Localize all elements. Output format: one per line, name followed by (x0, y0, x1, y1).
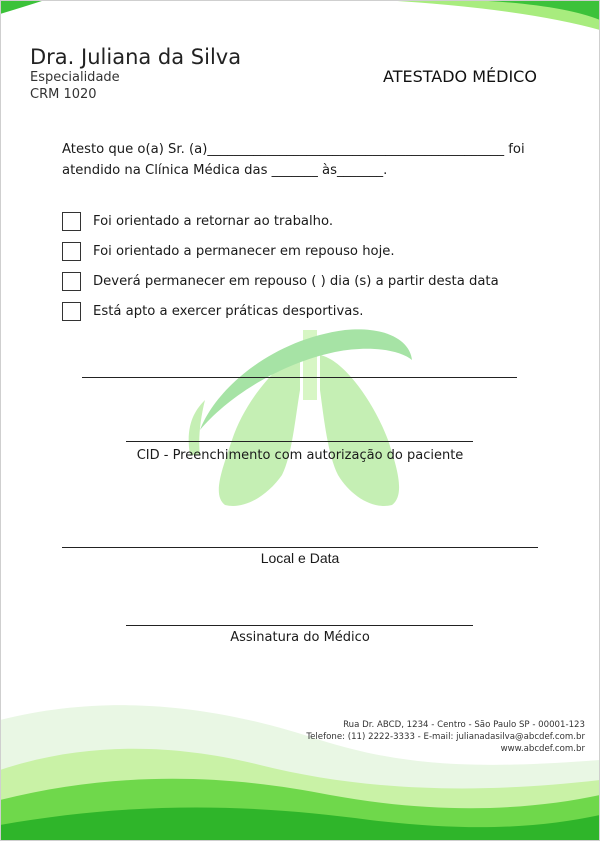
option-label: Foi orientado a permanecer em repouso hoje. (93, 243, 395, 259)
checkbox[interactable] (62, 272, 81, 291)
option-fit-for-sports[interactable] (62, 300, 363, 322)
document-title: ATESTADO MÉDICO (383, 67, 537, 86)
checkbox[interactable] (62, 212, 81, 231)
footer-website: www.abcdef.com.br (500, 744, 585, 754)
option-label: Está apto a exercer práticas desportivas. (93, 303, 364, 319)
option-label: Deverá permanecer em repouso ( ) dia (s) a partir desta data (93, 273, 499, 289)
signature-caption: Assinatura do Médico (230, 630, 370, 645)
footer-contact: Telefone: (11) 2222-3333 - E-mail: julianadasilva@abcdef.com.br (306, 732, 585, 742)
cid-caption: CID - Preenchimento com autorização do paciente (136, 448, 464, 463)
location-date-caption: Local e Data (260, 550, 340, 566)
signature-line[interactable] (126, 625, 473, 626)
option-rest-days[interactable] (62, 270, 499, 292)
doctor-name: Dra. Juliana da Silva (30, 45, 242, 69)
checkbox[interactable] (62, 302, 81, 321)
option-label: Foi orientado a retornar ao trabalho. (93, 213, 334, 229)
option-return-to-work[interactable] (62, 210, 333, 232)
cid-line[interactable] (126, 441, 473, 442)
footer-address: Rua Dr. ABCD, 1234 - Centro - São Paulo SP - 00001-123 (343, 720, 585, 730)
statement-line-2[interactable]: atendido na Clínica Médica das _______ às_______. (62, 163, 388, 178)
checkbox[interactable] (62, 242, 81, 261)
location-date-line[interactable] (62, 547, 538, 548)
option-rest-today[interactable] (62, 240, 395, 262)
blank-line[interactable] (82, 377, 517, 378)
doctor-crm: CRM 1020 (30, 87, 97, 102)
doctor-specialty: Especialidade (30, 70, 120, 85)
statement-line-1[interactable]: Atesto que o(a) Sr. (a)_____________________________________________ foi (62, 142, 525, 157)
